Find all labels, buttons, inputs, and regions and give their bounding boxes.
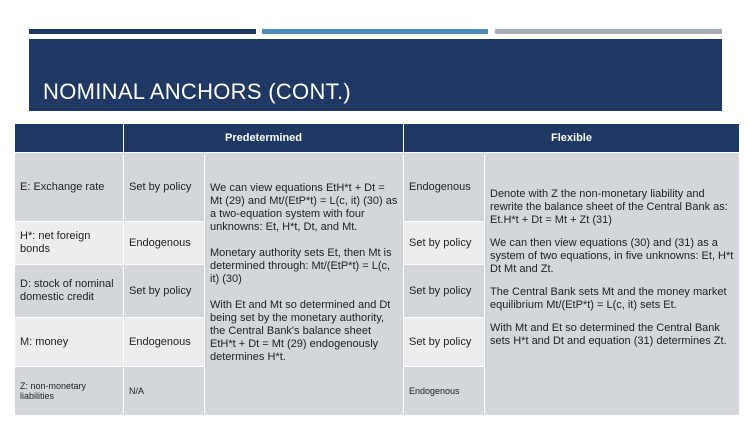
row-label-text: M: money (20, 335, 69, 348)
flexible-paragraph-4: With Mt and Et so determined the Central Bank sets H*t and Dt and equation (31) determines Zt. (490, 322, 727, 347)
predetermined-paragraph-2: Monetary authority sets Et, then Mt is determined through: Mt/(EtP*t) = L(c, it) (30) (210, 247, 392, 285)
flexible-paragraph-3: The Central Bank sets Mt and the money market equilibrium Mt/(EtP*t) = L(c, it) sets Et. (490, 286, 727, 311)
predetermined-status-domestic-credit (124, 265, 204, 317)
flexible-status-non-monetary (404, 367, 484, 415)
row-label-domestic-credit (15, 265, 123, 317)
row-label-text: D: stock of nominal domestic credit (20, 278, 114, 303)
flexible-explanation-cell (485, 153, 739, 415)
row-label-net-foreign-bonds (15, 222, 123, 264)
row-label-text: H*: net foreign bonds (20, 230, 91, 255)
row-label-text: Z: non-monetary liabilities (20, 381, 87, 401)
status-text: Endogenous (409, 180, 471, 193)
flexible-status-exchange-rate (404, 153, 484, 221)
header-empty-cell (15, 124, 123, 152)
flexible-status-net-foreign-bonds (404, 222, 484, 264)
predetermined-status-net-foreign-bonds (124, 222, 204, 264)
flexible-status-money (404, 318, 484, 366)
status-text: Set by policy (129, 180, 192, 193)
accent-stripe-dark (29, 29, 256, 34)
predetermined-status-exchange-rate (124, 153, 204, 221)
accent-stripe-gray (495, 29, 722, 34)
slide-title: NOMINAL ANCHORS (CONT.) (43, 79, 351, 104)
header-predetermined: Predetermined (124, 124, 403, 152)
status-text: Set by policy (409, 236, 472, 249)
flexible-paragraph-1: Denote with Z the non-monetary liability and rewrite the balance sheet of the Central Bank as: Et.H*t + Dt = Mt + Zt (31) (490, 188, 728, 226)
row-label-text: E: Exchange rate (20, 180, 105, 193)
flexible-paragraph-2: We can then view equations (30) and (31) as a system of two equations, in five unknowns: Et, H*t Dt Mt and Zt. (490, 237, 734, 275)
predetermined-status-money (124, 318, 204, 366)
title-banner (29, 39, 722, 111)
status-text: Endogenous (129, 335, 191, 348)
anchors-table (15, 124, 739, 415)
status-text: Set by policy (129, 284, 192, 297)
row-label-money (15, 318, 123, 366)
predetermined-status-non-monetary (124, 367, 204, 415)
row-label-non-monetary-liabilities (15, 367, 123, 415)
predetermined-explanation-cell (205, 153, 403, 415)
status-text: Set by policy (409, 284, 472, 297)
status-text: Set by policy (409, 335, 472, 348)
status-text: Endogenous (129, 236, 191, 249)
predetermined-paragraph-3: With Et and Mt so determined and Dt being set by the monetary authority, the Central Bank's balance sheet EtH*t + Dt = Mt (29) endogenously determines H*t. (210, 299, 391, 363)
predetermined-paragraph-1: We can view equations EtH*t + Dt = Mt (29) and Mt/(EtP*t) = L(c, it) (30) as a two-equation system with four unknowns: Et, H*t, Dt, and Mt. (210, 182, 398, 233)
status-text: Endogenous (409, 386, 460, 396)
header-flexible: Flexible (404, 124, 739, 152)
accent-stripe-blue (262, 29, 488, 34)
flexible-status-domestic-credit (404, 265, 484, 317)
row-label-exchange-rate (15, 153, 123, 221)
status-text: N/A (129, 386, 145, 396)
